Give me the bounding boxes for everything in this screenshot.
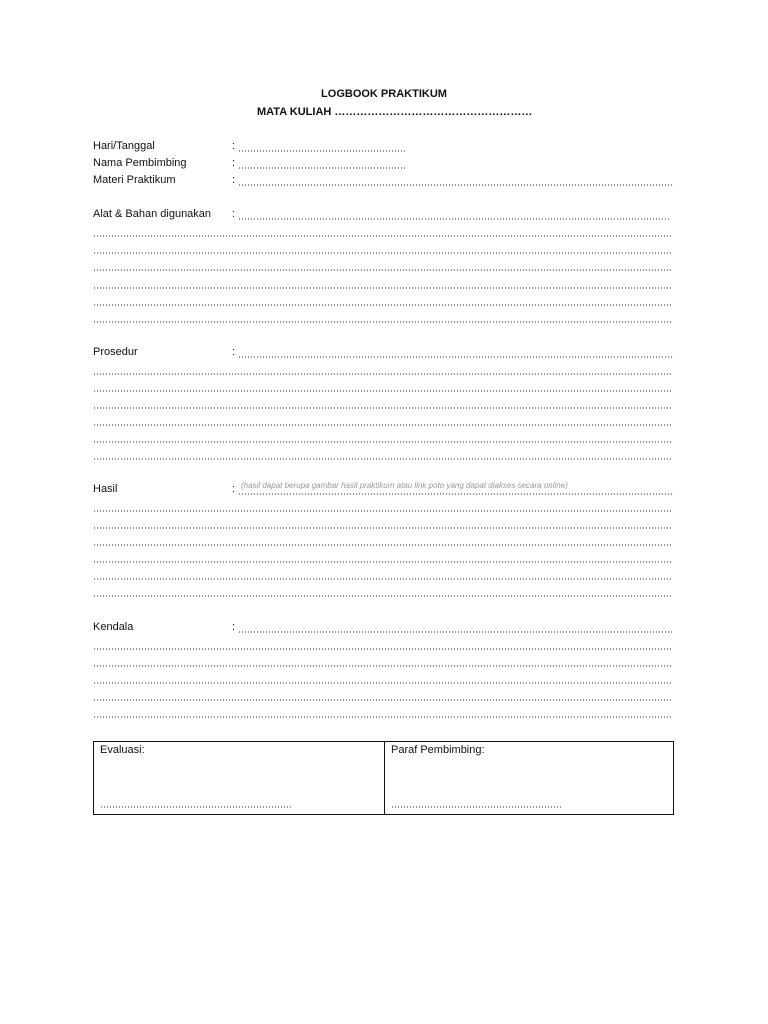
material-field[interactable] bbox=[238, 184, 674, 186]
supervisor-sign-cell[interactable] bbox=[385, 742, 673, 814]
course-title: MATA KULIAH ……………………………………………… bbox=[257, 106, 533, 118]
supervisor-field[interactable] bbox=[238, 167, 405, 169]
tools-line[interactable] bbox=[93, 304, 671, 306]
supervisor-colon: : bbox=[232, 157, 236, 169]
result-field[interactable] bbox=[238, 493, 674, 495]
procedure-colon: : bbox=[232, 346, 236, 358]
result-line[interactable] bbox=[93, 561, 671, 563]
result-line[interactable] bbox=[93, 595, 671, 597]
supervisor-sign-label: Paraf Pembimbing: bbox=[391, 744, 485, 756]
tools-label: Alat & Bahan digunakan bbox=[93, 208, 212, 220]
result-line[interactable] bbox=[93, 578, 671, 580]
date-field[interactable] bbox=[238, 150, 405, 152]
tools-line[interactable] bbox=[93, 252, 671, 254]
material-colon: : bbox=[232, 174, 236, 186]
obstacle-label: Kendala bbox=[93, 621, 134, 633]
page-title: LOGBOOK PRAKTIKUM bbox=[321, 88, 447, 100]
obstacle-line[interactable] bbox=[93, 648, 671, 650]
procedure-line[interactable] bbox=[93, 441, 671, 443]
tools-line[interactable] bbox=[93, 287, 671, 289]
procedure-field[interactable] bbox=[238, 356, 674, 358]
procedure-line[interactable] bbox=[93, 407, 671, 409]
procedure-label: Prosedur bbox=[93, 346, 138, 358]
supervisor-label: Nama Pembimbing bbox=[93, 157, 187, 169]
supervisor-sign-line[interactable] bbox=[391, 806, 561, 808]
tools-field[interactable] bbox=[238, 218, 670, 220]
obstacle-colon: : bbox=[232, 621, 236, 633]
date-colon: : bbox=[232, 140, 236, 152]
result-label: Hasil bbox=[93, 483, 118, 495]
result-line[interactable] bbox=[93, 544, 671, 546]
tools-line[interactable] bbox=[93, 269, 671, 271]
obstacle-field[interactable] bbox=[238, 631, 674, 633]
procedure-line[interactable] bbox=[93, 424, 671, 426]
date-label: Hari/Tanggal bbox=[93, 140, 155, 152]
obstacle-line[interactable] bbox=[93, 665, 671, 667]
tools-line[interactable] bbox=[93, 321, 671, 323]
evaluation-cell[interactable] bbox=[94, 742, 385, 814]
obstacle-line[interactable] bbox=[93, 682, 671, 684]
result-line[interactable] bbox=[93, 510, 671, 512]
tools-colon: : bbox=[232, 208, 236, 220]
evaluation-sign-line[interactable] bbox=[100, 806, 292, 808]
procedure-line[interactable] bbox=[93, 458, 671, 460]
procedure-line[interactable] bbox=[93, 390, 671, 392]
signature-box bbox=[93, 741, 674, 815]
result-colon: : bbox=[232, 483, 236, 495]
procedure-line[interactable] bbox=[93, 373, 671, 375]
evaluation-label: Evaluasi: bbox=[100, 744, 145, 756]
obstacle-line[interactable] bbox=[93, 699, 671, 701]
material-label: Materi Praktikum bbox=[93, 174, 176, 186]
result-hint: (hasil dapat berupa gambar hasil praktikum atau link poto yang dapat diakses secara online) bbox=[241, 481, 568, 490]
tools-line[interactable] bbox=[93, 235, 671, 237]
result-line[interactable] bbox=[93, 527, 671, 529]
obstacle-line[interactable] bbox=[93, 716, 671, 718]
